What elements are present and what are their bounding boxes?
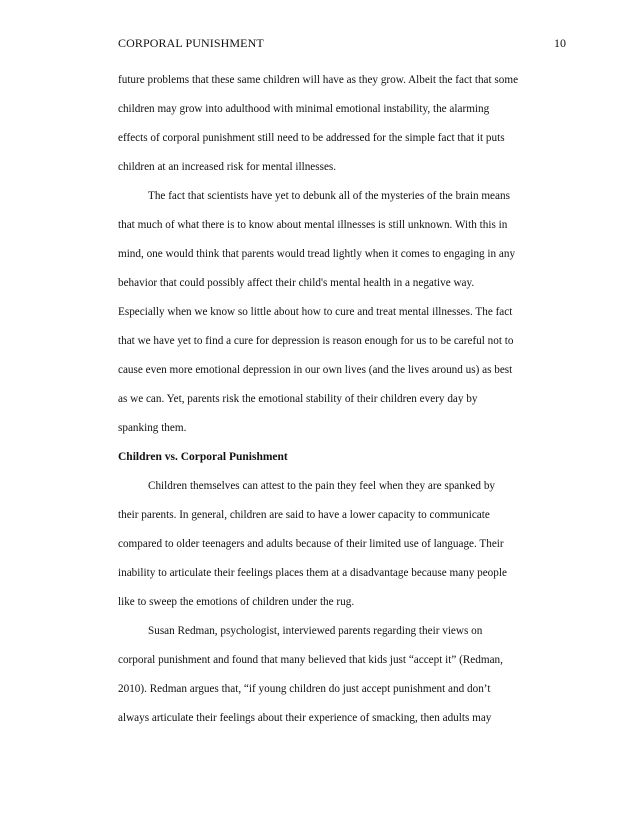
text-line: The fact that scientists have yet to debunk all of the mysteries of the brain means xyxy=(148,190,510,202)
running-head: CORPORAL PUNISHMENT xyxy=(118,36,264,50)
text-line: corporal punishment and found that many believed that kids just “accept it” (Redman, xyxy=(118,654,503,666)
text-line: children at an increased risk for mental illnesses. xyxy=(118,161,337,173)
body-text xyxy=(118,66,568,733)
text-line: as we can. Yet, parents risk the emotional stability of their children every day by xyxy=(118,393,478,405)
text-line: effects of corporal punishment still need to be addressed for the simple fact that it puts xyxy=(118,132,505,144)
text-line: cause even more emotional depression in our own lives (and the lives around us) as best xyxy=(118,364,513,376)
text-line: spanking them. xyxy=(118,422,187,434)
text-line: Susan Redman, psychologist, interviewed parents regarding their views on xyxy=(148,625,483,637)
text-line: mind, one would think that parents would tread lightly when it comes to engaging in any xyxy=(118,248,516,260)
text-line: that much of what there is to know about mental illnesses is still unknown. With this in xyxy=(118,219,508,231)
text-line: always articulate their feelings about their experience of smacking, then adults may xyxy=(118,712,492,724)
text-line: Especially when we know so little about how to cure and treat mental illnesses. The fact xyxy=(118,306,513,318)
text-line: their parents. In general, children are said to have a lower capacity to communicate xyxy=(118,509,490,521)
text-line: inability to articulate their feelings places them at a disadvantage because many people xyxy=(118,567,507,579)
page-number: 10 xyxy=(554,36,566,50)
section-heading: Children vs. Corporal Punishment xyxy=(118,451,288,463)
text-line: children may grow into adulthood with minimal emotional instability, the alarming xyxy=(118,103,490,115)
text-line: 2010). Redman argues that, “if young children do just accept punishment and don’t xyxy=(118,683,491,695)
text-line: that we have yet to find a cure for depression is reason enough for us to be careful not to xyxy=(118,335,514,347)
text-line: like to sweep the emotions of children under the rug. xyxy=(118,596,355,608)
text-line: compared to older teenagers and adults because of their limited use of language. Their xyxy=(118,538,504,550)
text-line: future problems that these same children will have as they grow. Albeit the fact that some xyxy=(118,74,519,86)
text-line: behavior that could possibly affect their child's mental health in a negative way. xyxy=(118,277,475,289)
text-line: Children themselves can attest to the pain they feel when they are spanked by xyxy=(148,480,496,492)
